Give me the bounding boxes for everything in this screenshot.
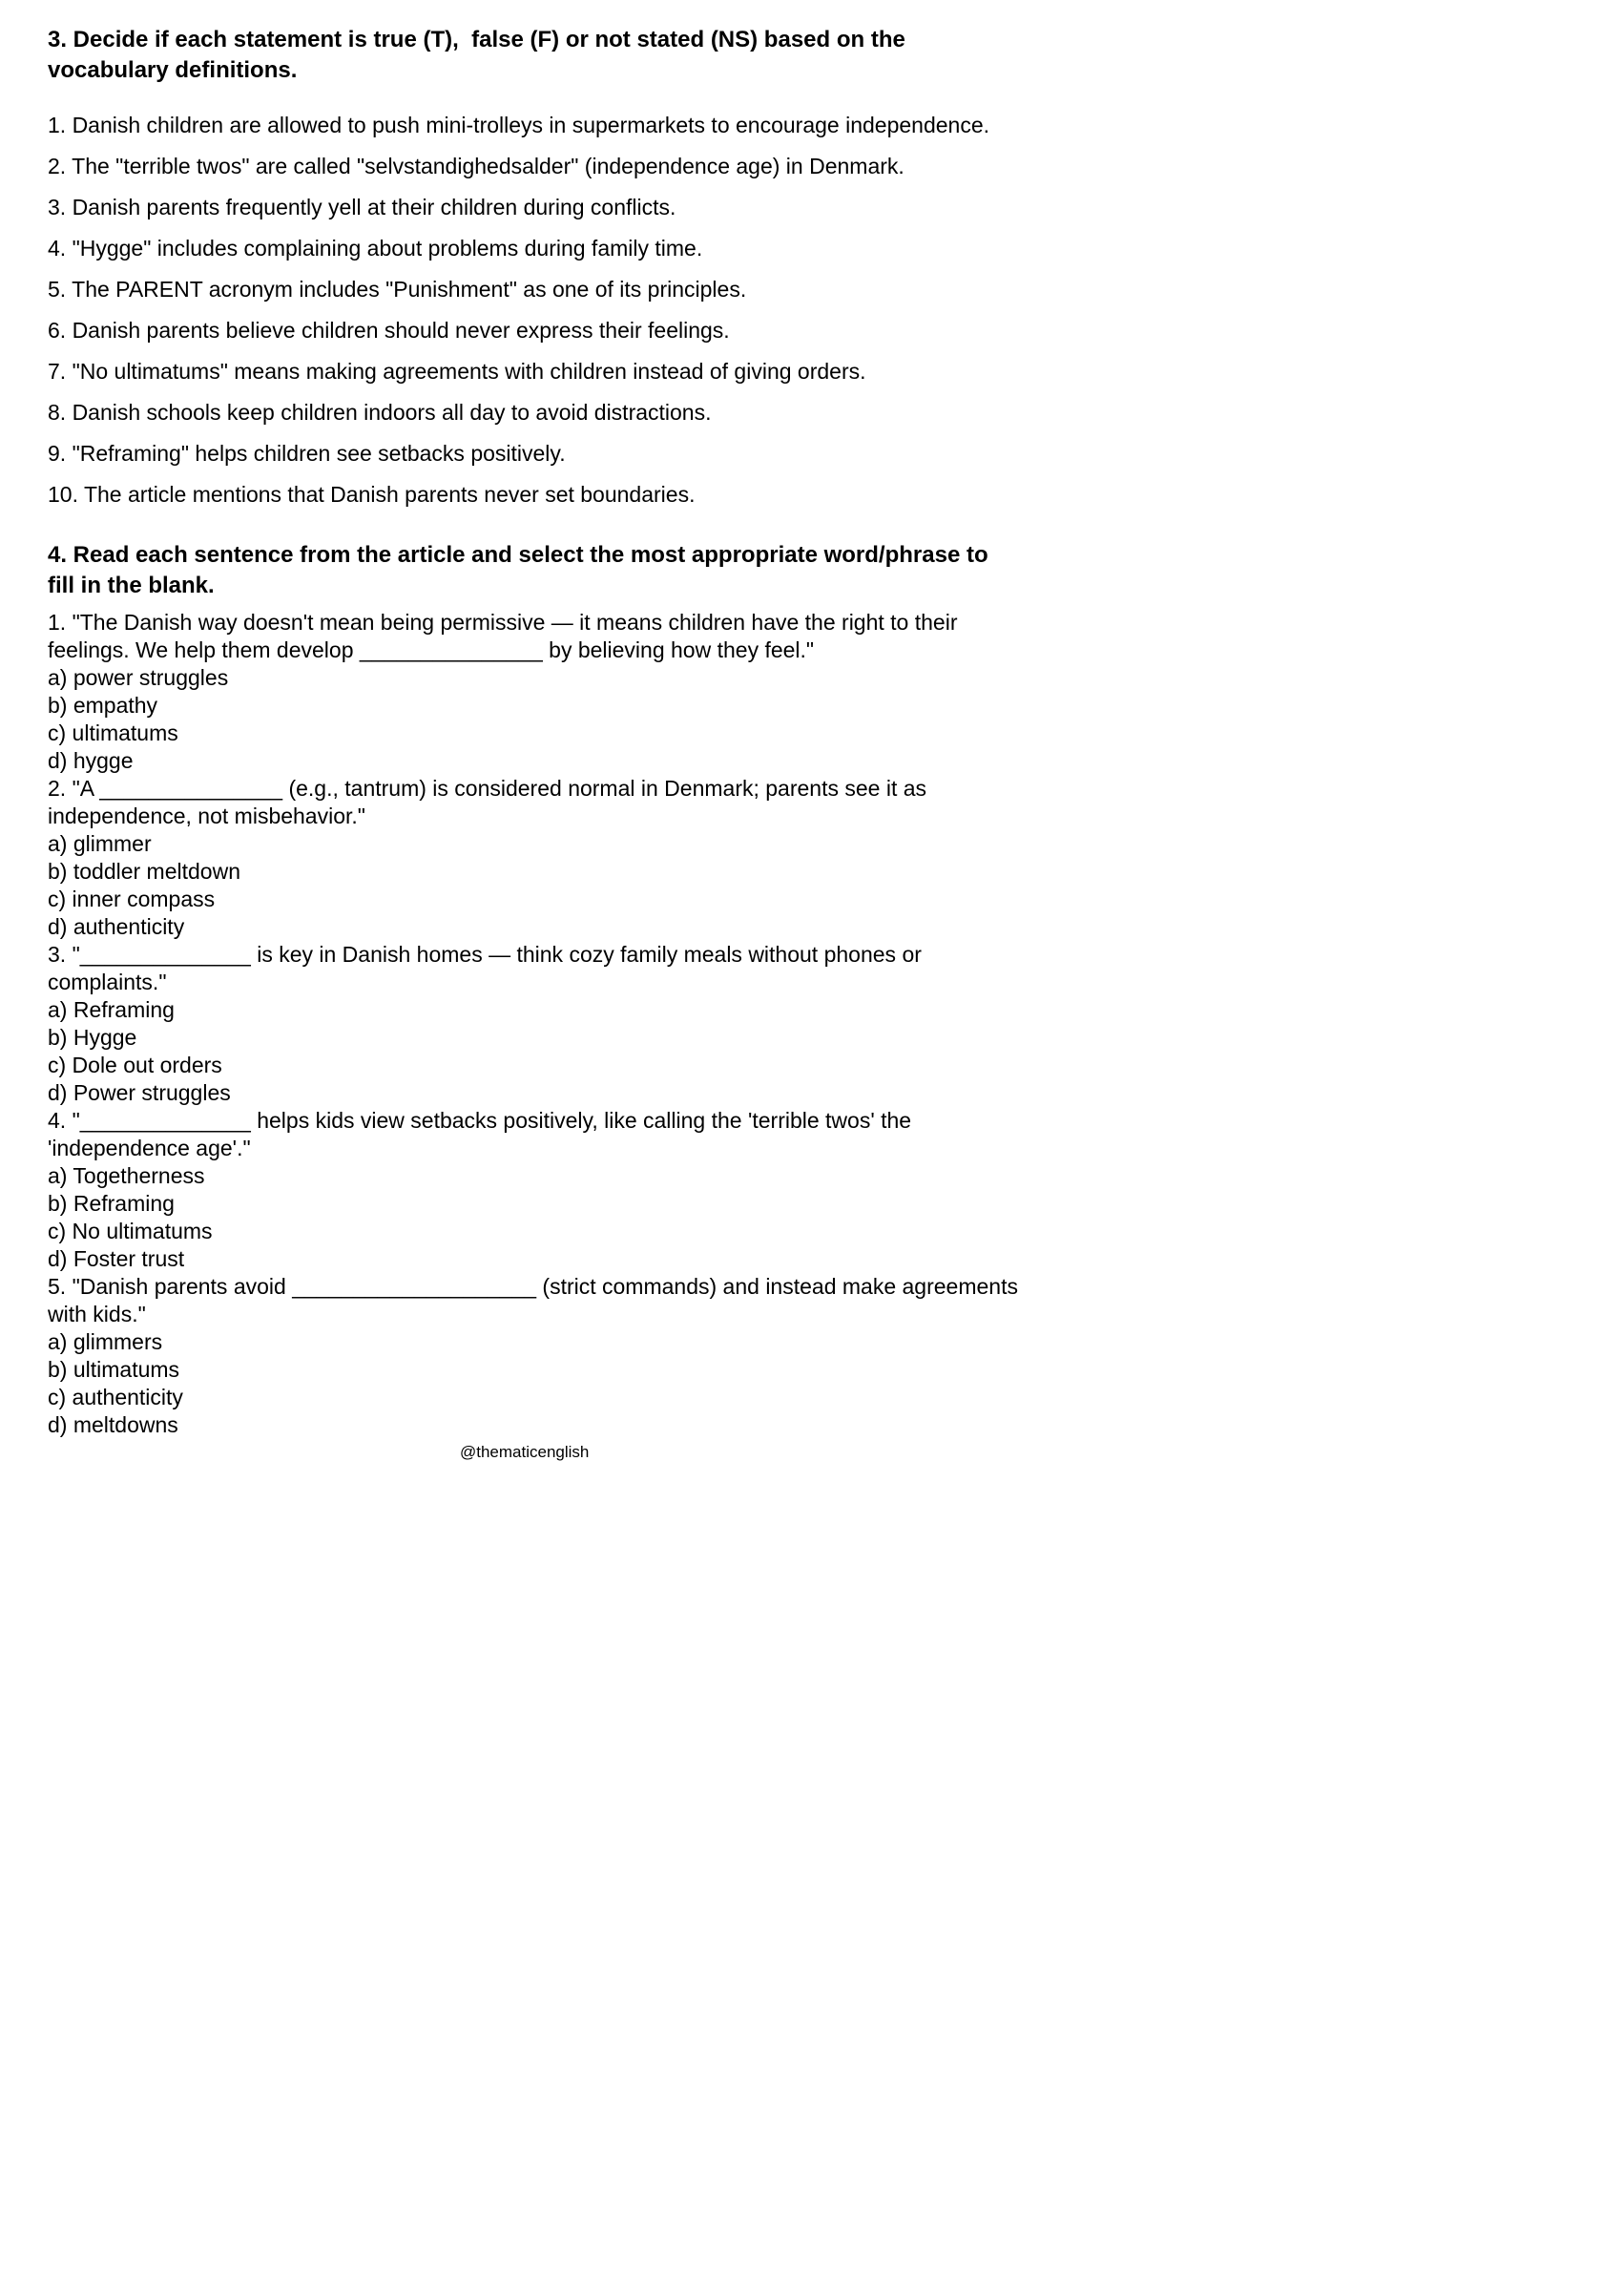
answer-option: a) power struggles [48,665,229,690]
answer-option: d) hygge [48,748,134,773]
statement: 3. Danish parents frequently yell at their children during conflicts. [48,195,676,219]
answer-option: c) authenticity [48,1385,183,1409]
answer-option: d) meltdowns [48,1412,178,1437]
answer-option: d) Power struggles [48,1080,231,1105]
question-text: 1. "The Danish way doesn't mean being permissive — it means children have the right to their feelings. We help them develop _______________ by believing how they feel." [48,610,958,662]
statement: 2. The "terrible twos" are called "selvstandighedsalder" (independence age) in Denmark. [48,154,905,178]
question-block [48,775,1021,941]
section3-heading: 3. Decide if each statement is true (T), false (F) or not stated (NS) based on the vocabulary definitions. [48,27,905,83]
answer-option: a) glimmer [48,831,152,856]
answer-option: d) Foster trust [48,1246,185,1271]
answer-option: c) Dole out orders [48,1053,222,1077]
statement: 10. The article mentions that Danish parents never set boundaries. [48,482,696,507]
question-block [48,1107,1021,1273]
true-false-statements [48,105,1021,515]
footer-handle: @thematicenglish [460,1443,590,1461]
answer-option: b) Hygge [48,1025,137,1050]
statement: 9. "Reframing" helps children see setbacks positively. [48,441,566,466]
question-text: 3. "______________ is key in Danish homes — think cozy family meals without phones or complaints." [48,942,922,994]
question-text: 4. "______________ helps kids view setbacks positively, like calling the 'terrible twos' the 'independence age'." [48,1108,912,1160]
multiple-choice-questions [48,609,1021,1439]
question-block [48,941,1021,1107]
statement: 1. Danish children are allowed to push mini-trolleys in supermarkets to encourage independence. [48,113,990,137]
question-block [48,609,1021,775]
worksheet-content [48,25,1021,1439]
answer-option: a) Togetherness [48,1163,205,1188]
section4-heading: 4. Read each sentence from the article and select the most appropriate word/phrase to fill in the blank. [48,542,988,598]
answer-option: b) toddler meltdown [48,859,240,884]
question-block [48,1273,1021,1439]
statement: 6. Danish parents believe children should never express their feelings. [48,318,730,343]
statement: 8. Danish schools keep children indoors all day to avoid distractions. [48,400,712,425]
question-text: 5. "Danish parents avoid ____________________ (strict commands) and instead make agreements with kids." [48,1274,1018,1326]
answer-option: c) No ultimatums [48,1219,213,1243]
answer-option: a) glimmers [48,1329,163,1354]
answer-option: b) ultimatums [48,1357,180,1382]
answer-option: c) ultimatums [48,720,178,745]
statement: 7. "No ultimatums" means making agreements with children instead of giving orders. [48,359,866,384]
answer-option: c) inner compass [48,887,216,911]
answer-option: b) empathy [48,693,158,718]
answer-option: d) authenticity [48,914,185,939]
answer-option: a) Reframing [48,997,175,1022]
question-text: 2. "A _______________ (e.g., tantrum) is considered normal in Denmark; parents see it as independence, not misbehavior." [48,776,927,828]
answer-option: b) Reframing [48,1191,175,1216]
statement: 4. "Hygge" includes complaining about problems during family time. [48,236,703,261]
statement: 5. The PARENT acronym includes "Punishment" as one of its principles. [48,277,747,302]
